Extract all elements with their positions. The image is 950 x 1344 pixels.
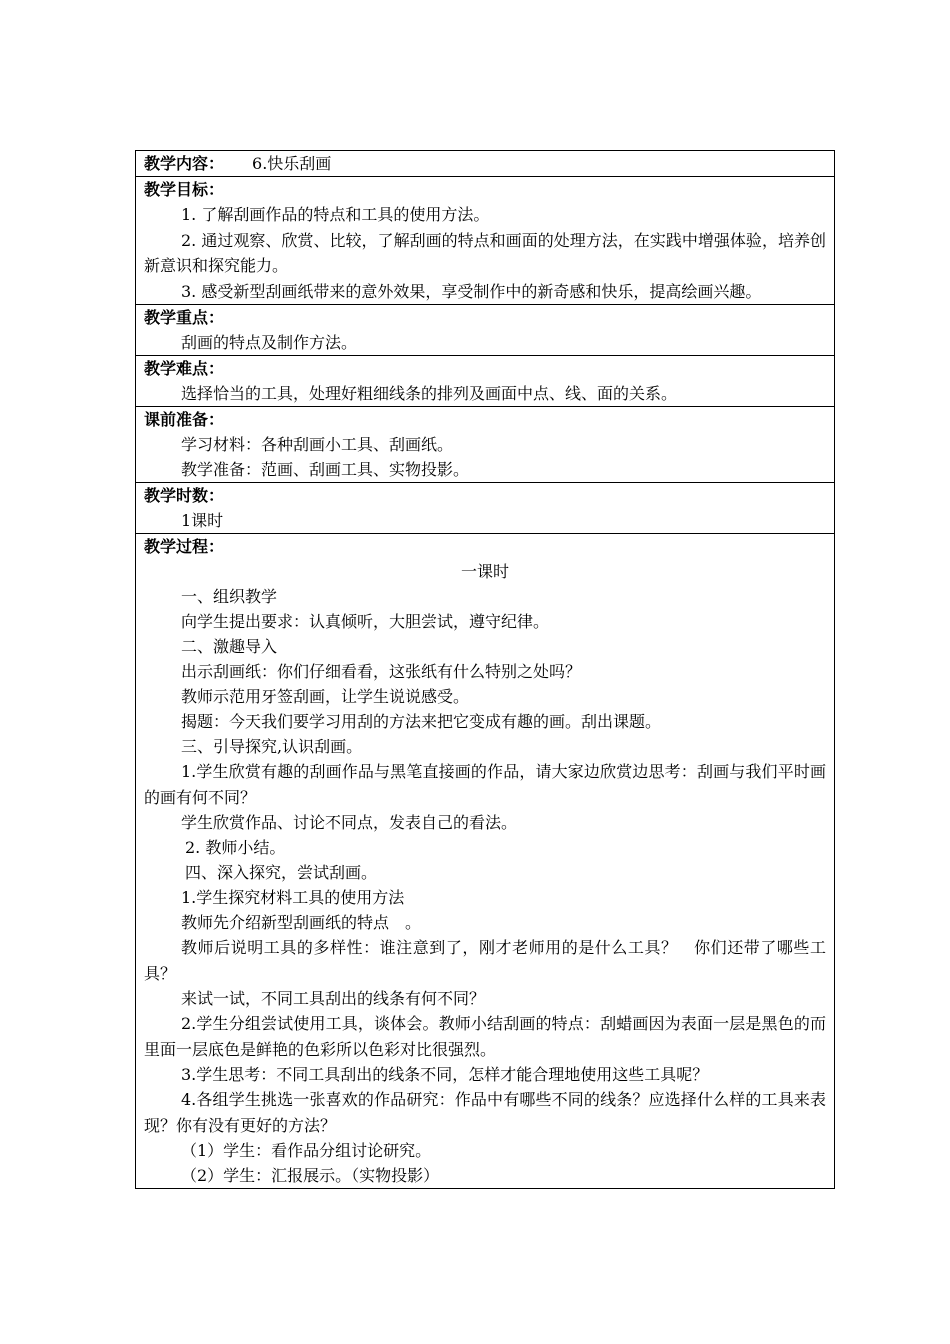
process-line: 向学生提出要求：认真倾听，大胆尝试，遵守纪律。 [181, 612, 550, 631]
section-preparation [136, 406, 834, 482]
section-difficulties [136, 355, 834, 406]
process-paragraph: 4.各组学生挑选一张喜欢的作品研究：作品中有哪些不同的线条？应选择什么样的工具来表现？你有没有更好的方法？ [144, 1090, 826, 1135]
section-process [136, 533, 834, 1188]
key-points-label: 教学重点： [144, 308, 225, 327]
process-line: （2）学生：汇报展示。（实物投影） [181, 1166, 440, 1185]
process-line: 揭题：今天我们要学习用刮的方法来把它变成有趣的画。刮出课题。 [181, 712, 662, 731]
goal-item: 2. 通过观察、欣赏、比较，了解刮画的特点和画面的处理方法，在实践中增强体验，培养创新意识和探究能力。 [144, 230, 826, 275]
process-line: 3.学生思考：不同工具刮出的线条不同，怎样才能合理地使用这些工具呢？ [181, 1065, 709, 1084]
process-line: 三、引导探究,认识刮画。 [181, 737, 363, 756]
process-line: 来试一试，不同工具刮出的线条有何不同？ [181, 989, 486, 1008]
section-hours [136, 482, 834, 533]
preparation-item: 教学准备：范画、刮画工具、实物投影。 [181, 460, 470, 479]
process-paragraph: 2.学生分组尝试使用工具，谈体会。教师小结刮画的特点：刮蜡画因为表面一层是黑色的而里面一层底色是鲜艳的色彩所以色彩对比很强烈。 [144, 1014, 826, 1059]
process-line: 1.学生探究材料工具的使用方法 [181, 888, 405, 907]
lesson-title: 一课时 [460, 562, 509, 581]
lesson-plan-table [135, 150, 835, 1189]
process-line: 学生欣赏作品、讨论不同点，发表自己的看法。 [181, 813, 518, 832]
hours-text: 1课时 [181, 511, 224, 530]
difficulties-label: 教学难点： [144, 359, 225, 378]
goal-item: 3. 感受新型刮画纸带来的意外效果，享受制作中的新奇感和快乐，提高绘画兴趣。 [181, 281, 762, 301]
hours-label: 教学时数： [144, 486, 225, 505]
preparation-item: 学习材料：各种刮画小工具、刮画纸。 [181, 435, 454, 454]
process-line: 一、组织教学 [181, 587, 278, 606]
process-label: 教学过程： [144, 537, 225, 556]
process-line: 四、深入探究，尝试刮画。 [185, 863, 378, 882]
content-label: 教学内容： [144, 154, 225, 173]
preparation-label: 课前准备： [144, 410, 225, 429]
process-line: 出示刮画纸：你们仔细看看，这张纸有什么特别之处吗？ [181, 662, 582, 681]
process-paragraph: 教师后说明工具的多样性：谁注意到了，刚才老师用的是什么工具？ 你们还带了哪些工具？ [144, 938, 826, 983]
process-line: 2. 教师小结。 [185, 838, 286, 857]
goals-label: 教学目标： [144, 180, 225, 199]
key-points-text: 刮画的特点及制作方法。 [181, 333, 358, 352]
difficulties-text: 选择恰当的工具，处理好粗细线条的排列及画面中点、线、面的关系。 [181, 384, 678, 403]
section-content [136, 151, 834, 176]
process-line: （1）学生：看作品分组讨论研究。 [181, 1141, 432, 1160]
section-key-points [136, 304, 834, 355]
process-line: 教师先介绍新型刮画纸的特点 。 [181, 913, 422, 932]
content-value: 6.快乐刮画 [252, 154, 332, 173]
process-paragraph: 1.学生欣赏有趣的刮画作品与黑笔直接画的作品，请大家边欣赏边思考：刮画与我们平时画的画有何不同？ [144, 762, 826, 807]
section-goals [136, 176, 834, 304]
process-line: 教师示范用牙签刮画，让学生说说感受。 [181, 687, 470, 706]
goal-item: 1. 了解刮画作品的特点和工具的使用方法。 [181, 205, 490, 224]
process-line: 二、激趣导入 [181, 637, 278, 656]
